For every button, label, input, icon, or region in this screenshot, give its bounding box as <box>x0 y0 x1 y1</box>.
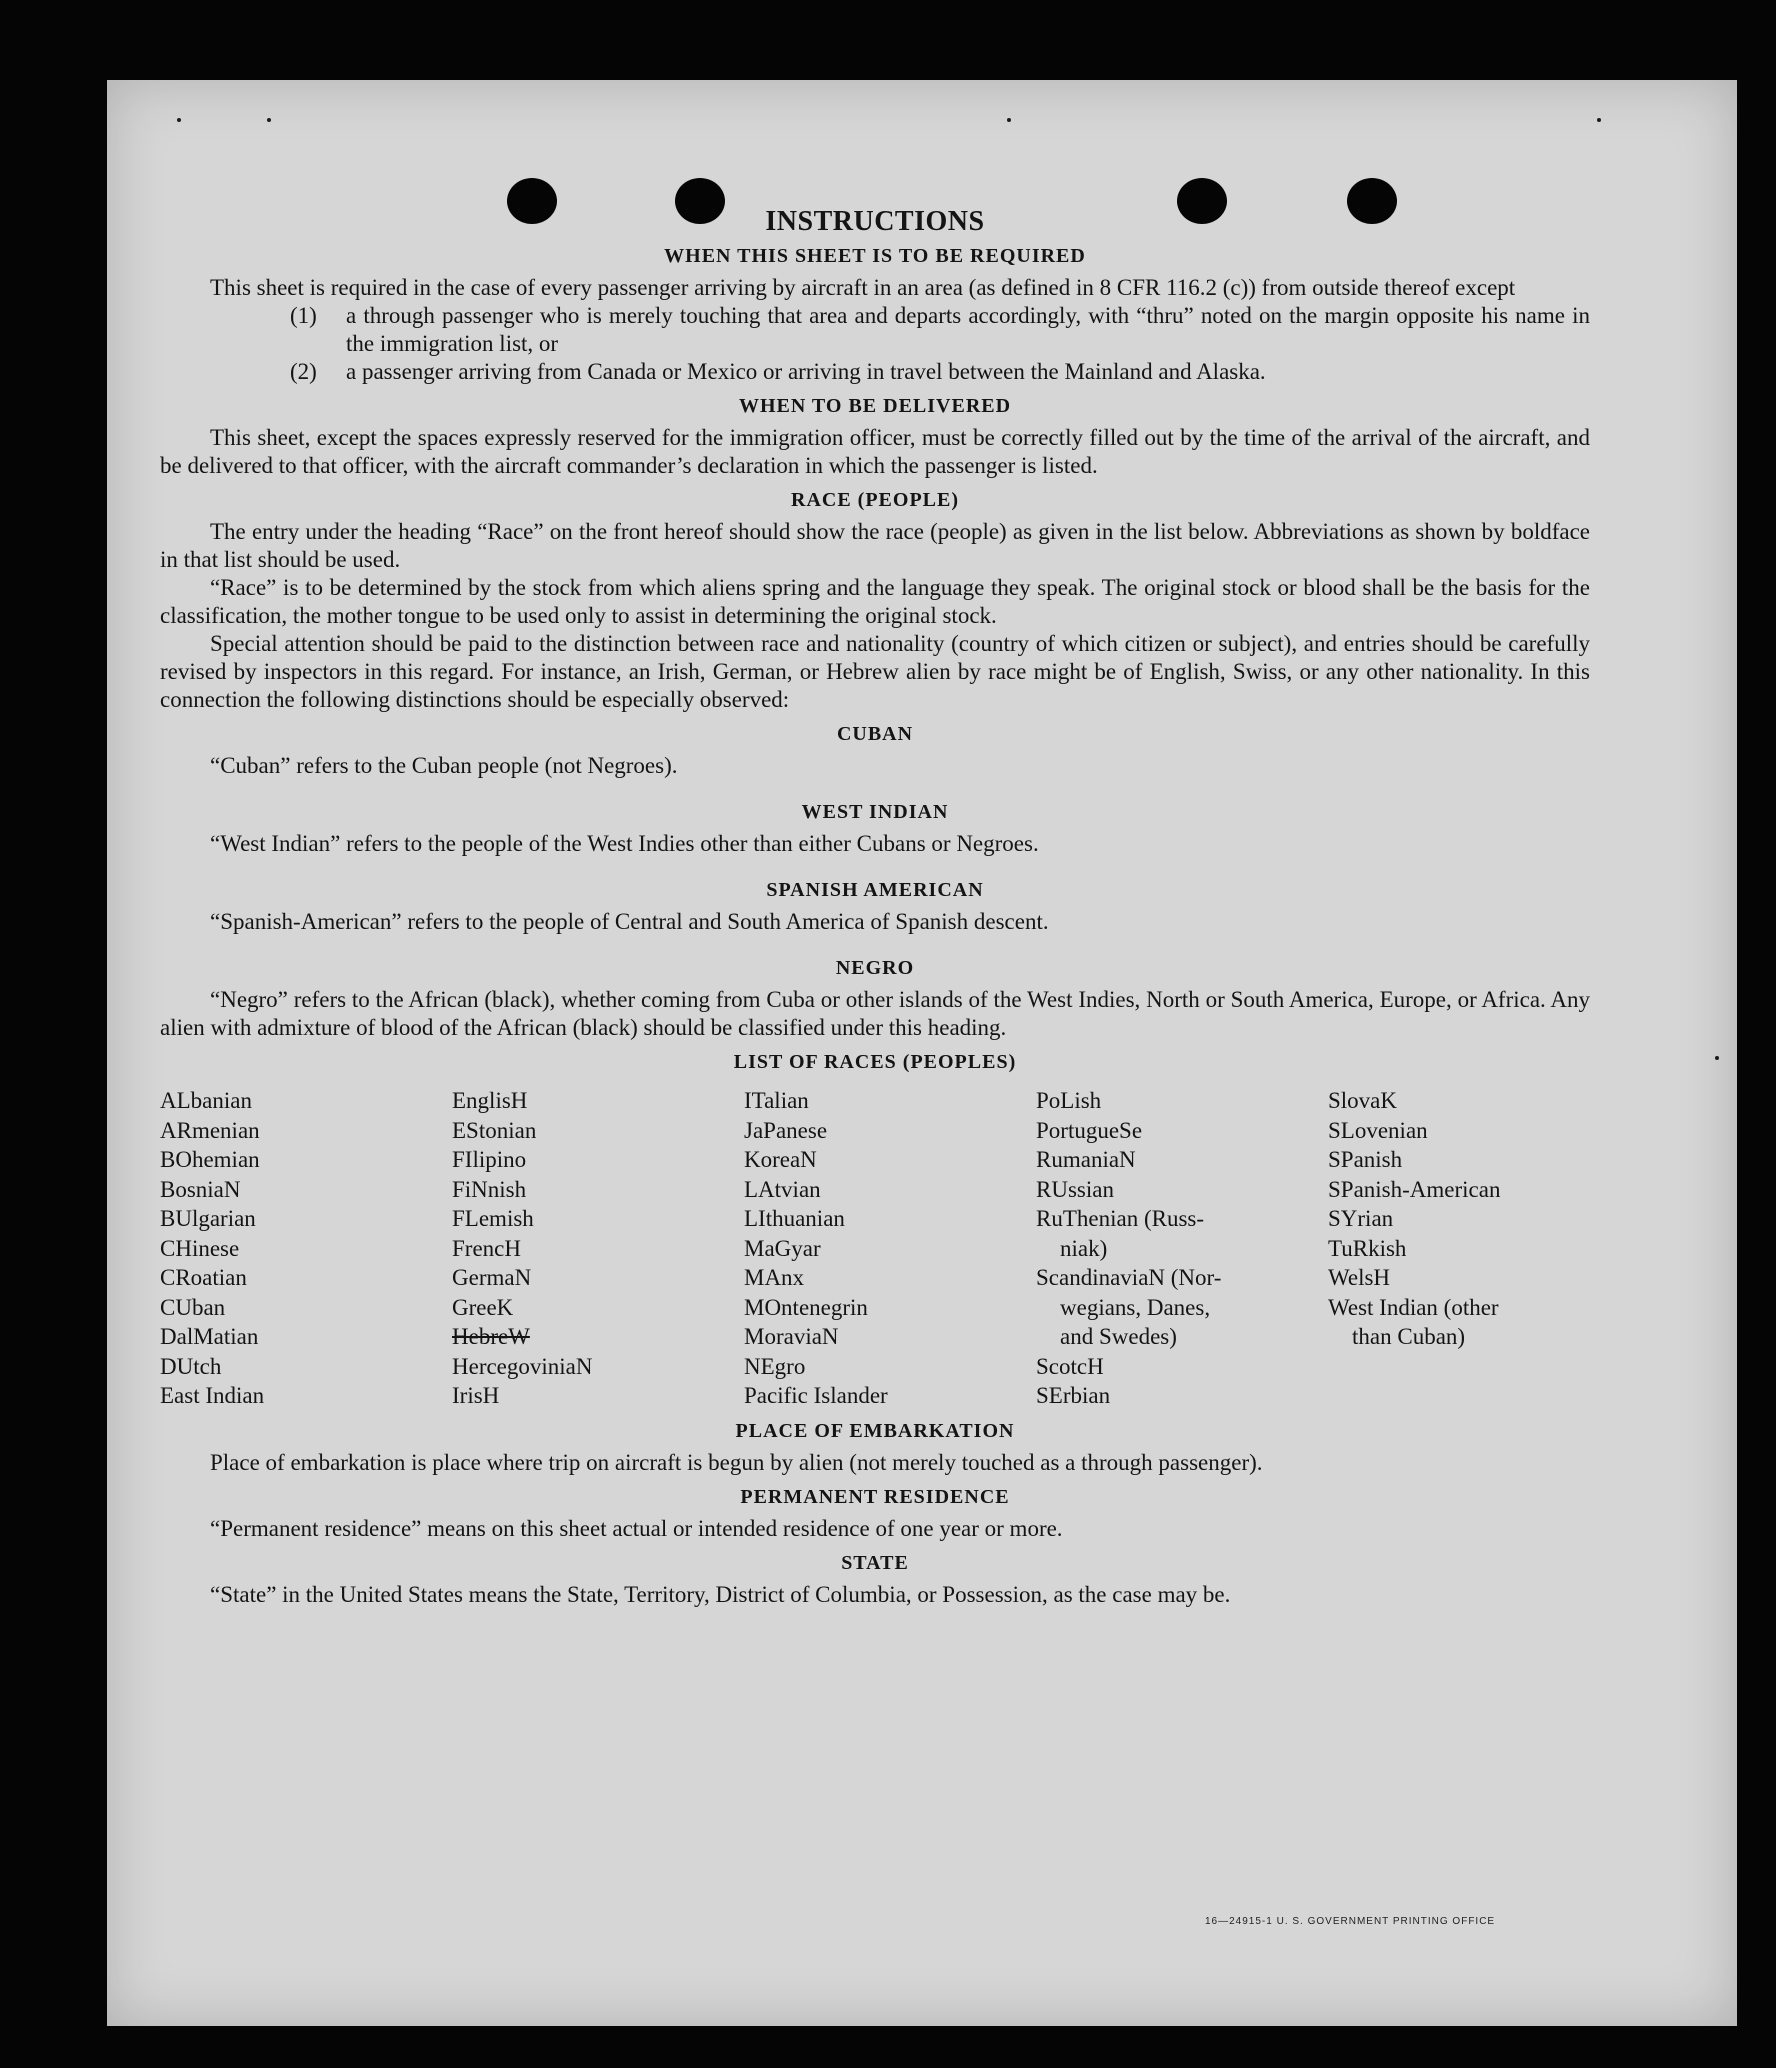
race-item-struck: HebreW <box>452 1324 530 1349</box>
race-item: EnglisH <box>452 1088 528 1113</box>
race-item: ARmenian <box>160 1117 260 1143</box>
paragraph: This sheet, except the spaces expressly reserved for the immigration officer, must be correctly filled out by the time of the arrival of the aircraft, and be delivered to that officer, with the aircraft commander’s declaration in which the passenger is listed. <box>160 425 1590 478</box>
list-item <box>290 302 1590 358</box>
race-item: ScotcH <box>1036 1353 1104 1379</box>
section-heading: PERMANENT RESIDENCE <box>740 1485 1010 1508</box>
section-heading: PLACE OF EMBARKATION <box>735 1419 1015 1442</box>
race-item: FIlipino <box>452 1147 527 1172</box>
speck <box>267 118 271 122</box>
paragraph: “Spanish-American” refers to the people of Central and South America of Spanish descent. <box>210 909 1049 934</box>
paragraph: “Cuban” refers to the Cuban people (not Negroes). <box>210 753 678 778</box>
race-item-continuation: than Cuban) <box>1352 1324 1466 1349</box>
race-item: CRoatian <box>160 1265 247 1290</box>
race-item: PoLish <box>1036 1088 1102 1113</box>
race-item: SlovaK <box>1328 1088 1397 1113</box>
race-item: MOntenegrin <box>744 1294 868 1320</box>
race-column <box>744 1086 1036 1411</box>
speck <box>1007 118 1011 122</box>
race-item: WelsH <box>1328 1265 1391 1290</box>
section-heading: CUBAN <box>836 723 914 745</box>
race-column <box>160 1086 452 1411</box>
list-text: a through passenger who is merely touching that area and departs accordingly, with “thru” noted on the margin opposite his name in the immigration list, or <box>346 303 1590 356</box>
race-item: TuRkish <box>1328 1235 1407 1261</box>
race-item: PortugueSe <box>1036 1117 1143 1143</box>
race-item: FrencH <box>452 1235 521 1261</box>
race-item: East Indian <box>160 1383 265 1408</box>
section-heading: SPANISH AMERICAN <box>766 879 984 901</box>
race-item: MoraviaN <box>744 1324 839 1349</box>
instructions-content <box>160 208 1590 1609</box>
paragraph: “West Indian” refers to the people of the West Indies other than either Cubans or Negroes. <box>210 831 1039 856</box>
race-item: HercegoviniaN <box>452 1353 593 1379</box>
list-number: (1) <box>290 303 317 328</box>
race-item: MAnx <box>744 1265 805 1290</box>
race-item: RuThenian (Russ- <box>1036 1206 1205 1231</box>
race-item: BOhemian <box>160 1147 260 1172</box>
race-item: FLemish <box>452 1206 534 1231</box>
race-item: SPanish-American <box>1328 1176 1501 1202</box>
page-title: INSTRUCTIONS <box>765 206 985 237</box>
race-item-continuation: and Swedes) <box>1060 1324 1177 1349</box>
race-item: GreeK <box>452 1294 514 1320</box>
race-item: BosniaN <box>160 1176 241 1202</box>
race-item: West Indian (other <box>1328 1294 1499 1320</box>
section-heading: WHEN TO BE DELIVERED <box>738 395 1012 417</box>
race-item: SErbian <box>1036 1383 1111 1408</box>
race-item-continuation: wegians, Danes, <box>1060 1294 1211 1320</box>
race-item: ITalian <box>744 1088 809 1113</box>
race-item: MaGyar <box>744 1235 821 1261</box>
race-item: CHinese <box>160 1235 240 1261</box>
printer-imprint: 16—24915-1 U. S. GOVERNMENT PRINTING OFFICE <box>1205 1916 1496 1927</box>
paragraph: Special attention should be paid to the distinction between race and nationality (country of which citizen or subject), and entries should be carefully revised by inspectors in this regard. For instance, an Irish, German, or Hebrew alien by race might be of English, Swiss, or any other nationality. In this connection the following distinctions should be especially observed: <box>160 631 1590 712</box>
section-heading: WEST INDIAN <box>801 801 949 823</box>
paragraph: “Negro” refers to the African (black), whether coming from Cuba or other islands of the West Indies, North or South America, Europe, or Africa. Any alien with admixture of blood of the African (black) should be classified under this heading. <box>160 987 1590 1040</box>
speck <box>1597 118 1601 122</box>
race-item: BUlgarian <box>160 1206 256 1231</box>
list-text: a passenger arriving from Canada or Mexico or arriving in travel between the Mainland and Alaska. <box>346 359 1266 384</box>
paragraph: Place of embarkation is place where trip on aircraft is begun by alien (not merely touched as a through passenger). <box>210 1449 1263 1475</box>
speck <box>177 118 181 122</box>
race-item: DalMatian <box>160 1324 259 1349</box>
race-item: LAtvian <box>744 1176 821 1202</box>
race-item: ALbanian <box>160 1088 252 1113</box>
paragraph: The entry under the heading “Race” on the front hereof should show the race (people) as given in the list below. Abbreviations as shown by boldface in that list should be used. <box>160 519 1590 572</box>
section-heading: RACE (PEOPLE) <box>791 489 959 511</box>
race-item-continuation: niak) <box>1060 1235 1108 1261</box>
race-item: CUban <box>160 1294 226 1320</box>
section-heading: WHEN THIS SHEET IS TO BE REQUIRED <box>664 245 1086 267</box>
race-item: GermaN <box>452 1265 532 1290</box>
paragraph: “State” in the United States means the State, Territory, District of Columbia, or Possession, as the case may be. <box>210 1581 1231 1607</box>
speck <box>1715 1056 1719 1060</box>
race-item: DUtch <box>160 1353 222 1379</box>
paragraph: This sheet is required in the case of every passenger arriving by aircraft in an area (as defined in 8 CFR 116.2 (c)) from outside thereof except <box>210 275 1516 300</box>
list-number: (2) <box>290 359 317 384</box>
race-item: ScandinaviaN (Nor- <box>1036 1265 1222 1290</box>
race-item: Pacific Islander <box>744 1383 888 1408</box>
race-item: SPanish <box>1328 1147 1403 1172</box>
section-heading: STATE <box>841 1551 909 1574</box>
race-item: SYrian <box>1328 1206 1394 1231</box>
race-item: LIthuanian <box>744 1206 845 1231</box>
race-item: IrisH <box>452 1383 500 1408</box>
race-item: RumaniaN <box>1036 1147 1136 1172</box>
race-item: JaPanese <box>744 1117 828 1143</box>
race-column <box>1036 1086 1328 1411</box>
race-column <box>452 1086 744 1411</box>
race-item: RUssian <box>1036 1176 1114 1202</box>
section-heading: LIST OF RACES (PEOPLES) <box>733 1051 1017 1073</box>
race-column <box>1328 1086 1590 1411</box>
race-item: EStonian <box>452 1117 537 1143</box>
race-item: KoreaN <box>744 1147 817 1172</box>
race-item: SLovenian <box>1328 1117 1428 1143</box>
race-list <box>160 1086 1590 1411</box>
paragraph: “Permanent residence” means on this sheet actual or intended residence of one year or more. <box>210 1515 1063 1541</box>
race-item: FiNnish <box>452 1176 527 1202</box>
list-item <box>290 358 1590 386</box>
race-item: NEgro <box>744 1353 806 1379</box>
paragraph: “Race” is to be determined by the stock from which aliens spring and the language they speak. The original stock or blood shall be the basis for the classification, the mother tongue to be used only to assist in determining the original stock. <box>160 575 1590 628</box>
section-heading: NEGRO <box>835 957 915 979</box>
